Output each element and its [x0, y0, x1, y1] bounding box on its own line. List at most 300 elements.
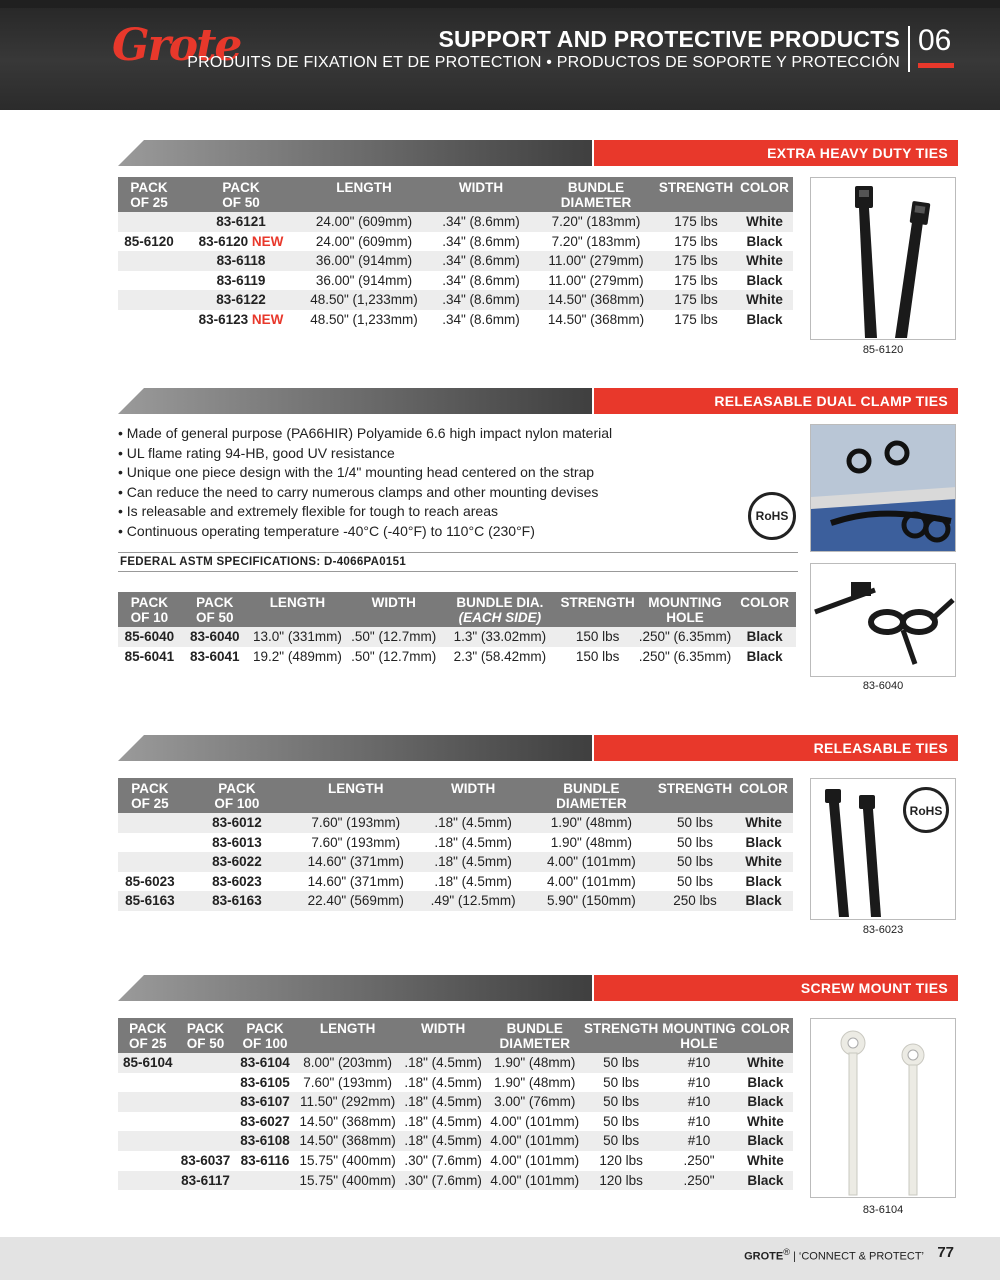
- page-header: [0, 0, 1000, 110]
- product-photo-screw-mount-ties: [810, 1018, 956, 1198]
- banner-gradient: [118, 388, 592, 414]
- cell-value: 1.90" (48mm): [494, 1074, 576, 1090]
- table-cell: [733, 627, 796, 647]
- table-cell: [738, 1092, 793, 1112]
- column-header-line: WIDTH: [458, 180, 504, 195]
- cell-value: 83-6104: [240, 1055, 290, 1070]
- table-cell: [302, 232, 426, 252]
- table-cell: [296, 1053, 398, 1073]
- cell-value: 48.50" (1,233mm): [310, 311, 418, 327]
- cell-value: 50 lbs: [603, 1074, 640, 1090]
- page-title: SUPPORT AND PROTECTIVE PRODUCTS: [438, 26, 900, 52]
- column-header-line: (EACH SIDE): [458, 610, 542, 625]
- feature-item: • Continuous operating temperature -40°C (-40°F) to 110°C (230°F): [118, 522, 535, 539]
- column-header-line: OF 25: [128, 1036, 167, 1051]
- table-cell: [118, 271, 180, 291]
- cell-value: 150 lbs: [575, 648, 620, 664]
- column-header: [177, 1018, 233, 1053]
- cell-value: 7.60" (193mm): [311, 834, 401, 850]
- cell-value: Black: [747, 1074, 784, 1090]
- table-cell: [738, 1151, 793, 1171]
- cell-value: Black: [745, 873, 782, 889]
- product-photo-clamp-mounted: [810, 424, 956, 552]
- table-row: [118, 290, 793, 310]
- table-cell: [527, 872, 656, 892]
- cell-value: 2.3" (58.42mm): [453, 648, 547, 664]
- cell-value: 7.20" (183mm): [551, 214, 641, 229]
- table-cell: [346, 627, 441, 647]
- table-cell: [302, 290, 426, 310]
- table-cell: [656, 212, 736, 232]
- cell-value: 83-6040: [189, 629, 240, 644]
- table-cell: [660, 1073, 738, 1093]
- table-cell: [582, 1151, 660, 1171]
- cell-value: .34" (8.6mm): [442, 292, 520, 308]
- table-cell: [234, 1151, 297, 1171]
- table-cell: [660, 1131, 738, 1151]
- cell-value: 83-6123: [198, 311, 249, 327]
- cell-value: White: [745, 815, 782, 830]
- table-cell: [738, 1073, 793, 1093]
- cell-value: .18" (4.5mm): [404, 1094, 482, 1110]
- column-header-line: PACK: [218, 781, 256, 796]
- table-cell: [292, 813, 419, 833]
- feature-item: • Is releasable and extremely flexible for tough to reach areas: [118, 503, 498, 520]
- table-cell: [736, 271, 793, 291]
- column-header: [118, 1018, 177, 1053]
- cell-value: White: [745, 854, 782, 870]
- table-row: [118, 1092, 793, 1112]
- table-cell: [302, 310, 426, 330]
- product-photo-releasable-ties: [810, 778, 956, 920]
- table-row: [118, 1151, 793, 1171]
- table-cell: [487, 1112, 582, 1132]
- cell-value: 22.40" (569mm): [307, 893, 404, 909]
- table-cell: [118, 852, 182, 872]
- cell-value: White: [747, 1113, 784, 1129]
- rohs-badge: RoHS: [748, 492, 796, 540]
- table-cell: [177, 1092, 233, 1112]
- column-header-line: LENGTH: [319, 1021, 376, 1036]
- table-cell: [656, 833, 734, 853]
- cell-value: Black: [746, 272, 783, 288]
- column-header-line: PACK: [222, 180, 260, 195]
- table-cell: [660, 1053, 738, 1073]
- cell-value: 85-6040: [124, 629, 175, 644]
- cell-value: 50 lbs: [603, 1055, 640, 1070]
- table-row: [118, 891, 793, 911]
- cell-value: 85-6104: [122, 1055, 173, 1070]
- table-row: [118, 872, 793, 892]
- table-cell: [177, 1053, 233, 1073]
- cell-value: 4.00" (101mm): [546, 854, 636, 870]
- table-cell: [734, 872, 793, 892]
- cell-value: .250" (6.35mm): [638, 629, 732, 644]
- section-banner-dual-clamp: [118, 388, 958, 414]
- column-header-line: DIAMETER: [560, 195, 632, 210]
- column-header-line: PACK: [196, 595, 234, 610]
- table-cell: [182, 891, 292, 911]
- table-cell: [419, 852, 526, 872]
- cell-value: 85-6023: [125, 873, 175, 889]
- table-cell: [536, 232, 656, 252]
- feature-item: • Can reduce the need to carry numerous clamps and other mounting devises: [118, 483, 599, 500]
- table-cell: [177, 1131, 233, 1151]
- cell-value: .250": [683, 1152, 715, 1168]
- cell-value: 7.60" (193mm): [311, 815, 401, 830]
- cell-value: 36.00" (914mm): [315, 272, 413, 288]
- cell-value: 150 lbs: [575, 629, 620, 644]
- column-header: [182, 778, 292, 813]
- column-header-line: LENGTH: [336, 180, 392, 195]
- cell-value: Black: [747, 1094, 784, 1110]
- cell-value: 83-6117: [181, 1172, 230, 1188]
- table-cell: [536, 290, 656, 310]
- table-cell: [118, 627, 181, 647]
- cell-value: 50 lbs: [676, 854, 714, 870]
- cell-value: 83-6022: [212, 854, 262, 870]
- table-cell: [660, 1151, 738, 1171]
- table-cell: [487, 1073, 582, 1093]
- cell-value: White: [746, 253, 783, 269]
- table-cell: [118, 1073, 177, 1093]
- table-header-row: [118, 592, 796, 627]
- section-number: 06: [918, 24, 952, 57]
- table-cell: [249, 627, 346, 647]
- table-cell: [582, 1053, 660, 1073]
- cell-value: 83-6023: [212, 873, 262, 889]
- table-cell: [292, 852, 419, 872]
- cell-value: .34" (8.6mm): [442, 272, 520, 288]
- cell-value: Black: [747, 1133, 784, 1149]
- table-cell: [399, 1171, 488, 1191]
- cell-value: 50 lbs: [676, 815, 714, 830]
- feature-item: • Made of general purpose (PA66HIR) Polyamide 6.6 high impact nylon material: [118, 425, 613, 441]
- page-footer: [0, 1237, 1000, 1280]
- table-cell: [118, 833, 182, 853]
- table-cell: [738, 1112, 793, 1132]
- column-header: [441, 592, 558, 627]
- photo-caption: 83-6040: [862, 680, 904, 692]
- table-row: [118, 647, 796, 667]
- cell-value: Black: [746, 648, 783, 664]
- table-cell: [180, 271, 302, 291]
- column-header-line: WIDTH: [451, 781, 496, 796]
- column-header-line: BUNDLE: [506, 1021, 563, 1036]
- table-row: [118, 1053, 793, 1073]
- table-cell: [182, 833, 292, 853]
- table-cell: [118, 1131, 177, 1151]
- column-header: [292, 778, 419, 813]
- table-cell: [118, 1151, 177, 1171]
- column-header-line: COLOR: [741, 1021, 790, 1036]
- table-row: [118, 1131, 793, 1151]
- cell-value: 50 lbs: [676, 873, 714, 889]
- table-cell: [738, 1171, 793, 1191]
- column-header-line: MOUNTING: [662, 1021, 736, 1036]
- table-cell: [181, 627, 249, 647]
- column-header: [234, 1018, 297, 1053]
- table-cell: [180, 212, 302, 232]
- column-header-line: OF 50: [186, 1036, 225, 1051]
- table-cell: [296, 1112, 398, 1132]
- table-cell: [249, 647, 346, 667]
- column-header-line: PACK: [130, 595, 168, 610]
- section-title: RELEASABLE TIES: [594, 735, 958, 761]
- cell-value: .18" (4.5mm): [404, 1055, 482, 1070]
- cell-value: 14.50" (368mm): [299, 1133, 396, 1149]
- product-photo-cable-ties: [810, 177, 956, 340]
- table-cell: [118, 1171, 177, 1191]
- cell-value: 1.90" (48mm): [550, 834, 633, 850]
- cell-value: 4.00" (101mm): [490, 1133, 580, 1149]
- cell-value: 83-6120: [198, 233, 249, 249]
- banner-gradient: [118, 735, 592, 761]
- column-header: [487, 1018, 582, 1053]
- cell-value: 7.60" (193mm): [303, 1074, 393, 1090]
- column-header-line: OF 100: [242, 1036, 288, 1051]
- column-header-line: WIDTH: [420, 1021, 466, 1036]
- table-cell: [738, 1053, 793, 1073]
- table-cell: [399, 1073, 488, 1093]
- cell-value: 4.00" (101mm): [490, 1152, 580, 1168]
- table-cell: [487, 1131, 582, 1151]
- table-cell: [487, 1151, 582, 1171]
- table-row: [118, 1171, 793, 1191]
- table-cell: [637, 647, 734, 667]
- table-cell: [558, 627, 636, 647]
- table-cell: [527, 813, 656, 833]
- table-cell: [181, 647, 249, 667]
- cell-value: .18" (4.5mm): [404, 1113, 482, 1129]
- table-cell: [296, 1092, 398, 1112]
- table-cell: [302, 212, 426, 232]
- feature-list: [118, 424, 612, 542]
- table-cell: [399, 1151, 488, 1171]
- column-header-line: OF 50: [222, 195, 260, 210]
- footer-brand: GROTE: [744, 1250, 784, 1263]
- column-header: [181, 592, 249, 627]
- cell-value: 11.00" (279mm): [548, 253, 644, 269]
- table-cell: [582, 1171, 660, 1191]
- column-header-line: PACK: [246, 1021, 284, 1036]
- table-cell: [118, 891, 182, 911]
- cell-value: 15.75" (400mm): [299, 1152, 396, 1168]
- table-row: [118, 852, 793, 872]
- banner-gradient: [118, 975, 592, 1001]
- releasable-ties-table: [118, 778, 793, 911]
- cell-value: 120 lbs: [599, 1172, 643, 1188]
- table-cell: [177, 1151, 233, 1171]
- column-header-line: PACK: [129, 1021, 167, 1036]
- table-cell: [656, 813, 734, 833]
- table-cell: [419, 872, 526, 892]
- table-cell: [419, 891, 526, 911]
- column-header-line: BUNDLE: [563, 781, 620, 796]
- table-cell: [487, 1171, 582, 1191]
- photo-caption: 85-6120: [862, 344, 904, 356]
- column-header-line: BUNDLE: [567, 180, 625, 195]
- table-cell: [536, 310, 656, 330]
- table-row: [118, 1112, 793, 1132]
- table-cell: [302, 251, 426, 271]
- cell-value: .30" (7.6mm): [404, 1172, 482, 1188]
- table-cell: [426, 251, 536, 271]
- cell-value: 4.00" (101mm): [546, 873, 636, 889]
- table-cell: [426, 290, 536, 310]
- column-header: [426, 177, 536, 212]
- column-header-line: STRENGTH: [584, 1021, 659, 1036]
- table-header-row: [118, 1018, 793, 1053]
- cell-value: .18" (4.5mm): [434, 815, 512, 830]
- cell-value: 14.50" (368mm): [547, 311, 645, 327]
- cell-value: Black: [746, 233, 783, 249]
- cell-value: White: [747, 1055, 784, 1070]
- column-header-line: DIAMETER: [556, 796, 627, 811]
- table-cell: [558, 647, 636, 667]
- table-cell: [234, 1092, 297, 1112]
- table-cell: [656, 251, 736, 271]
- column-header: [736, 177, 793, 212]
- cell-value: White: [746, 292, 783, 308]
- column-header: [118, 778, 182, 813]
- table-cell: [426, 232, 536, 252]
- table-cell: [441, 627, 558, 647]
- column-header-line: HOLE: [680, 1036, 718, 1051]
- cell-value: 14.50" (368mm): [547, 292, 645, 308]
- cell-value: .250" (6.35mm): [638, 648, 732, 664]
- cell-value: 120 lbs: [599, 1152, 643, 1168]
- column-header: [302, 177, 426, 212]
- column-header: [656, 778, 734, 813]
- product-photo-dual-clamp: [810, 563, 956, 677]
- cell-value: 50 lbs: [603, 1133, 640, 1149]
- table-cell: [234, 1131, 297, 1151]
- column-header-line: STRENGTH: [657, 781, 733, 796]
- section-banner-extra-heavy: [118, 140, 958, 166]
- table-cell: [118, 647, 181, 667]
- table-cell: [487, 1092, 582, 1112]
- table-cell: [656, 232, 736, 252]
- section-title: SCREW MOUNT TIES: [594, 975, 958, 1001]
- column-header: [118, 592, 181, 627]
- table-cell: [118, 232, 180, 252]
- cell-value: 85-6041: [124, 648, 175, 664]
- table-cell: [234, 1171, 297, 1191]
- cell-value: 83-6105: [240, 1074, 290, 1090]
- column-header-line: PACK: [186, 1021, 225, 1036]
- feature-item: • UL flame rating 94-HB, good UV resistance: [118, 444, 395, 461]
- table-cell: [234, 1112, 297, 1132]
- photo-caption: 83-6023: [862, 924, 904, 936]
- cell-value: 5.90" (150mm): [546, 893, 636, 909]
- column-header: [558, 592, 636, 627]
- column-header-line: COLOR: [739, 781, 788, 796]
- column-header-line: WIDTH: [371, 595, 416, 610]
- column-header-line: OF 25: [130, 195, 168, 210]
- cell-value: .18" (4.5mm): [434, 834, 512, 850]
- cell-value: #10: [687, 1094, 711, 1110]
- column-header-line: LENGTH: [328, 781, 384, 796]
- table-cell: [118, 212, 180, 232]
- table-cell: [441, 647, 558, 667]
- footer-slogan: | ‘CONNECT & PROTECT’: [793, 1250, 924, 1263]
- table-row: [118, 232, 793, 252]
- column-header-line: DIAMETER: [499, 1036, 570, 1051]
- cell-value: 175 lbs: [674, 311, 718, 327]
- column-header-line: PACK: [131, 781, 169, 796]
- cell-value: 24.00" (609mm): [315, 214, 413, 229]
- cell-value: 85-6120: [124, 233, 174, 249]
- table-cell: [637, 627, 734, 647]
- table-cell: [234, 1073, 297, 1093]
- cell-value: 1.3" (33.02mm): [453, 629, 547, 644]
- photo-caption: 83-6104: [862, 1204, 904, 1216]
- table-cell: [118, 1092, 177, 1112]
- table-cell: [487, 1053, 582, 1073]
- page-number: 77: [937, 1244, 954, 1261]
- table-row: [118, 833, 793, 853]
- table-cell: [292, 872, 419, 892]
- cell-value: 4.00" (101mm): [490, 1172, 580, 1188]
- table-cell: [656, 310, 736, 330]
- cell-value: .50" (12.7mm): [351, 648, 437, 664]
- cell-value: #10: [687, 1055, 711, 1070]
- cell-value: .18" (4.5mm): [434, 854, 512, 870]
- table-cell: [736, 310, 793, 330]
- cell-value: .250": [683, 1172, 715, 1188]
- column-header-line: COLOR: [740, 180, 789, 195]
- table-cell: [180, 251, 302, 271]
- cell-value: White: [746, 214, 783, 229]
- section-title: RELEASABLE DUAL CLAMP TIES: [594, 388, 958, 414]
- new-badge: NEW: [251, 311, 284, 327]
- table-row: [118, 310, 793, 330]
- cell-value: Black: [745, 893, 782, 909]
- registered-mark: ®: [783, 1247, 790, 1257]
- table-cell: [736, 290, 793, 310]
- table-cell: [656, 872, 734, 892]
- table-cell: [180, 290, 302, 310]
- cell-value: 83-6027: [240, 1113, 290, 1129]
- rohs-badge: RoHS: [903, 787, 949, 833]
- table-row: [118, 212, 793, 232]
- column-header-line: OF 100: [214, 796, 260, 811]
- column-header-line: PACK: [130, 180, 168, 195]
- cell-value: 83-6121: [216, 214, 266, 229]
- cell-value: 83-6116: [240, 1152, 290, 1168]
- cell-value: 83-6108: [240, 1133, 290, 1149]
- table-cell: [296, 1131, 398, 1151]
- column-header: [582, 1018, 660, 1053]
- table-cell: [660, 1112, 738, 1132]
- table-cell: [296, 1171, 398, 1191]
- section-banner-screw-mount: [118, 975, 958, 1001]
- column-header: [527, 778, 656, 813]
- column-header: [419, 778, 526, 813]
- table-cell: [734, 833, 793, 853]
- table-row: [118, 271, 793, 291]
- cell-value: #10: [687, 1074, 711, 1090]
- table-cell: [738, 1131, 793, 1151]
- table-cell: [182, 852, 292, 872]
- table-cell: [426, 271, 536, 291]
- table-cell: [118, 813, 182, 833]
- new-badge: NEW: [251, 233, 284, 249]
- column-header: [399, 1018, 488, 1053]
- table-cell: [426, 212, 536, 232]
- table-cell: [296, 1073, 398, 1093]
